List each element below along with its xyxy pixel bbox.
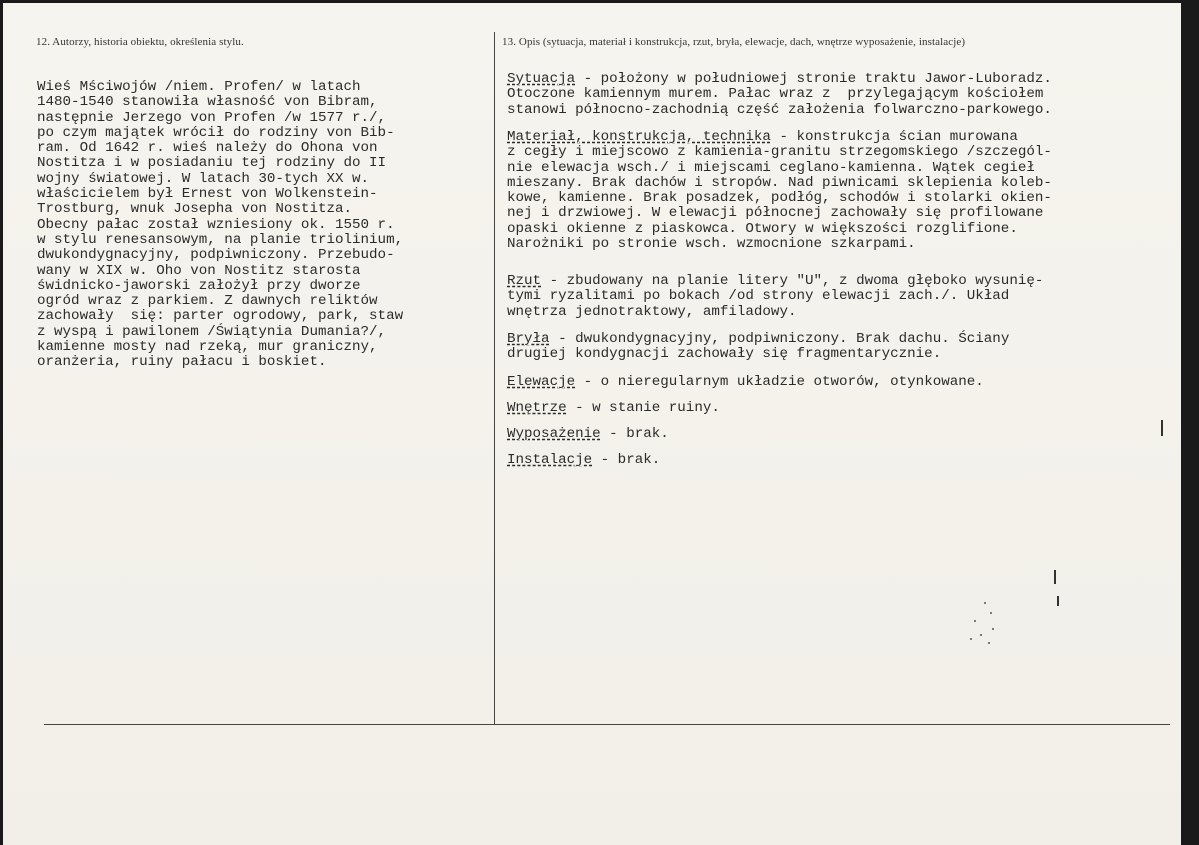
scan-edge-left	[0, 0, 3, 845]
material-line-2: z cegły i miejscowo z kamienia-granitu strzegomskiego /szczegól-	[507, 144, 1052, 161]
rzut-line-1: Rzut - zbudowany na planie litery "U", z dwoma głęboko wysunię-	[507, 273, 1044, 289]
material-line-6: nej i drzwiowej. W elewacji północnej zachowały się profilowane	[507, 205, 1044, 222]
section-bryla	[507, 332, 1179, 363]
material-line-5: kowe, kamienne. Brak posadzek, podłóg, schodów i stolarki okien-	[507, 190, 1052, 207]
section-elewacje	[507, 375, 1179, 390]
scan-mark	[1054, 570, 1056, 584]
bottom-rule	[44, 724, 1170, 725]
bryla-label: Bryła	[507, 331, 550, 347]
history-text: Wieś Mściwojów /niem. Profen/ w latach 1480-1540 stanowiła własność von Bibram, następnie Jerzego von Profen /w 1577 r./, po czym majątek wrócił do rodziny von Bib- ram. Od 1642 r. wieś należy do Ohona von Nostitza i w posiadaniu tej rodziny do II wojny światowej. W latach 30-tych XX w. właścicielem był Ernest von Wolkenstein- Trostburg, wnuk Josepha von Nostitza. Obecny pałac został wzniesiony ok. 1550 r. w stylu renesansowym, na planie triolinium, dwukondygnacyjny, podpiwniczony. Przebudo- wany w XIX w. Oho von Nostitz starosta świdnicko-jaworski założył przy dworze ogród wraz z parkiem. Z dawnych reliktów zachowały się: parter ogrodowy, park, staw z wyspą i pawilonem /Świątynia Dumania?/, kamienne mosty nad rzeką, mur graniczny, oranżeria, ruiny pałacu i boskiet.	[37, 79, 404, 371]
sytuacja-label: Sytuacja	[507, 71, 576, 87]
scan-edge-right	[1181, 0, 1199, 845]
elewacje-line-1: Elewacje - o nieregularnym układzie otworów, otynkowane.	[507, 374, 984, 390]
scan-mark	[1161, 420, 1163, 436]
section-sytuacja	[507, 72, 1179, 118]
material-line-4: mieszany. Brak dachów i stropów. Nad piwnicami sklepienia koleb-	[507, 174, 1052, 191]
instalacje-line-1: Instalacje - brak.	[507, 452, 661, 468]
material-line-3: nie elewacja wsch./ i miejscami ceglano-kamienna. Wątek cegieł	[507, 159, 1035, 176]
material-line-8: Narożniki po stronie wsch. wzmocnione szkarpami.	[507, 236, 916, 253]
wnetrze-label: Wnętrze	[507, 400, 567, 416]
section-wnetrze	[507, 401, 1179, 416]
sytuacja-line-3: stanowi północno-zachodnią część założenia folwarczno-parkowego.	[507, 101, 1052, 118]
material-label: Materiał, konstrukcja, technika	[507, 129, 771, 145]
sytuacja-line-2: Otoczone kamiennym murem. Pałac wraz z przylegającym kościołem	[507, 86, 1044, 103]
section-rzut	[507, 274, 1179, 320]
column-divider	[494, 32, 495, 725]
section-12-header: 12. Autorzy, historia obiektu, określenia stylu.	[36, 36, 244, 48]
instalacje-label: Instalacje	[507, 452, 593, 468]
wyposazenie-label: Wyposażenie	[507, 426, 601, 442]
rzut-line-2: tymi ryzalitami po bokach /od strony elewacji zach./. Układ	[507, 288, 1010, 305]
scan-mark	[1057, 596, 1059, 606]
elewacje-label: Elewacje	[507, 374, 576, 390]
rzut-line-3: wnętrza jednotraktowy, amfiladowy.	[507, 303, 797, 320]
material-line-1: Materiał, konstrukcja, technika - konstrukcja ścian murowana	[507, 129, 1018, 145]
scan-speckle	[962, 598, 1002, 648]
material-line-7: opaski okienne z piaskowca. Otwory w większości rozglifione.	[507, 220, 1018, 237]
sytuacja-line-1: Sytuacja - położony w południowej stronie traktu Jawor-Luboradz.	[507, 71, 1052, 87]
wyposazenie-line-1: Wyposażenie - brak.	[507, 426, 669, 442]
section-material	[507, 130, 1179, 252]
section-13-header: 13. Opis (sytuacja, materiał i konstrukcja, rzut, bryła, elewacje, dach, wnętrze wyposażenie, instalacje)	[502, 36, 966, 48]
wnetrze-line-1: Wnętrze - w stanie ruiny.	[507, 400, 720, 416]
bryla-line-2: drugiej kondygnacji zachowały się fragmentarycznie.	[507, 346, 942, 363]
bryla-line-1: Bryła - dwukondygnacyjny, podpiwniczony. Brak dachu. Ściany	[507, 331, 1010, 347]
section-instalacje	[507, 453, 1179, 468]
rzut-label: Rzut	[507, 273, 542, 289]
section-wyposazenie	[507, 427, 1179, 442]
scan-edge-top	[0, 0, 1199, 3]
